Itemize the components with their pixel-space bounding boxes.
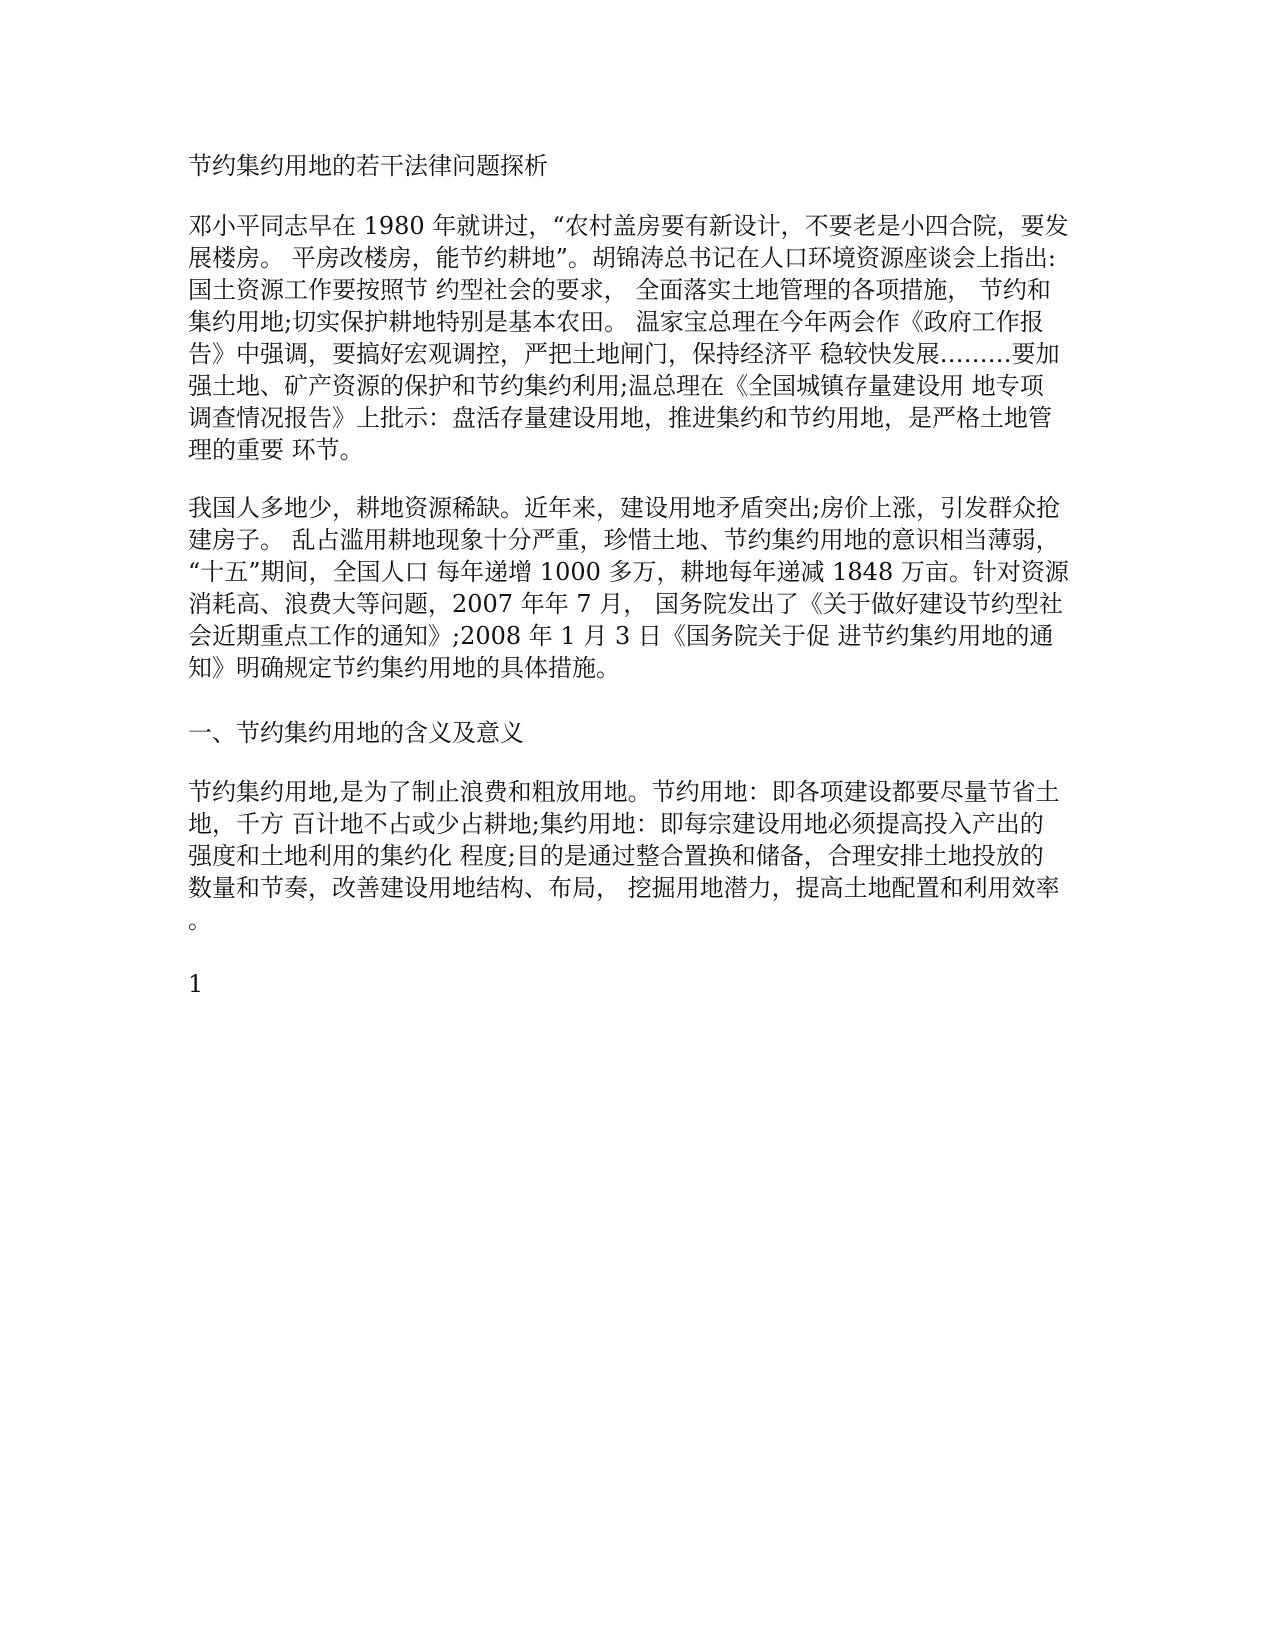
paragraph-1: [188, 210, 1069, 466]
paragraph-line: 会近期重点工作的通知》;2008 年 1 月 3 日《国务院关于促 进节约集约用地的通: [188, 622, 1054, 650]
paragraph-line: 强度和土地利用的集约化 程度;目的是通过整合置换和储备，合理安排土地投放的: [188, 842, 1044, 870]
document-title: 节约集约用地的若干法律问题探析: [188, 152, 548, 180]
paragraph-line: 告》中强调，要搞好宏观调控，严把土地闸门，保持经济平 稳较快发展………要加: [188, 340, 1060, 368]
paragraph-line: 展楼房。 平房改楼房，能节约耕地”。胡锦涛总书记在人口环境资源座谈会上指出:: [188, 244, 1056, 272]
paragraph-line: “十五”期间，全国人口 每年递增 1000 多万，耕地每年递减 1848 万亩。针对资源: [188, 558, 1069, 586]
section-heading: 一、节约集约用地的含义及意义: [188, 719, 524, 747]
paragraph-2: [188, 492, 1069, 684]
paragraph-line: 。: [188, 906, 212, 934]
paragraph-line: 集约用地;切实保护耕地特别是基本农田。 温家宝总理在今年两会作《政府工作报: [188, 308, 1044, 336]
paragraph-line: 地，千方 百计地不占或少占耕地;集约用地：即每宗建设用地必须提高投入产出的: [188, 810, 1044, 838]
section-paragraph: [188, 776, 1060, 936]
paragraph-line: 节约集约用地,是为了制止浪费和粗放用地。节约用地：即各项建设都要尽量节省土: [188, 778, 1060, 806]
paragraph-line: 邓小平同志早在 1980 年就讲过，“农村盖房要有新设计，不要老是小四合院，要发: [188, 212, 1069, 240]
paragraph-line: 理的重要 环节。: [188, 436, 364, 464]
paragraph-line: 强土地、矿产资源的保护和节约集约利用;温总理在《全国城镇存量建设用 地专项: [188, 372, 1044, 400]
paragraph-line: 知》明确规定节约集约用地的具体措施。: [188, 654, 620, 682]
page-number: 1: [188, 970, 204, 998]
paragraph-line: 建房子。 乱占滥用耕地现象十分严重，珍惜土地、节约集约用地的意识相当薄弱，: [188, 526, 1060, 554]
paragraph-line: 消耗高、浪费大等问题，2007 年年 7 月， 国务院发出了《关于做好建设节约型社: [188, 590, 1063, 618]
paragraph-line: 调查情况报告》上批示：盘活存量建设用地，推进集约和节约用地，是严格土地管: [188, 404, 1052, 432]
paragraph-line: 数量和节奏，改善建设用地结构、布局， 挖掘用地潜力，提高土地配置和利用效率: [188, 874, 1060, 902]
paragraph-line: 我国人多地少，耕地资源稀缺。近年来，建设用地矛盾突出;房价上涨，引发群众抢: [188, 494, 1061, 522]
paragraph-line: 国土资源工作要按照节 约型社会的要求， 全面落实土地管理的各项措施， 节约和: [188, 276, 1051, 304]
